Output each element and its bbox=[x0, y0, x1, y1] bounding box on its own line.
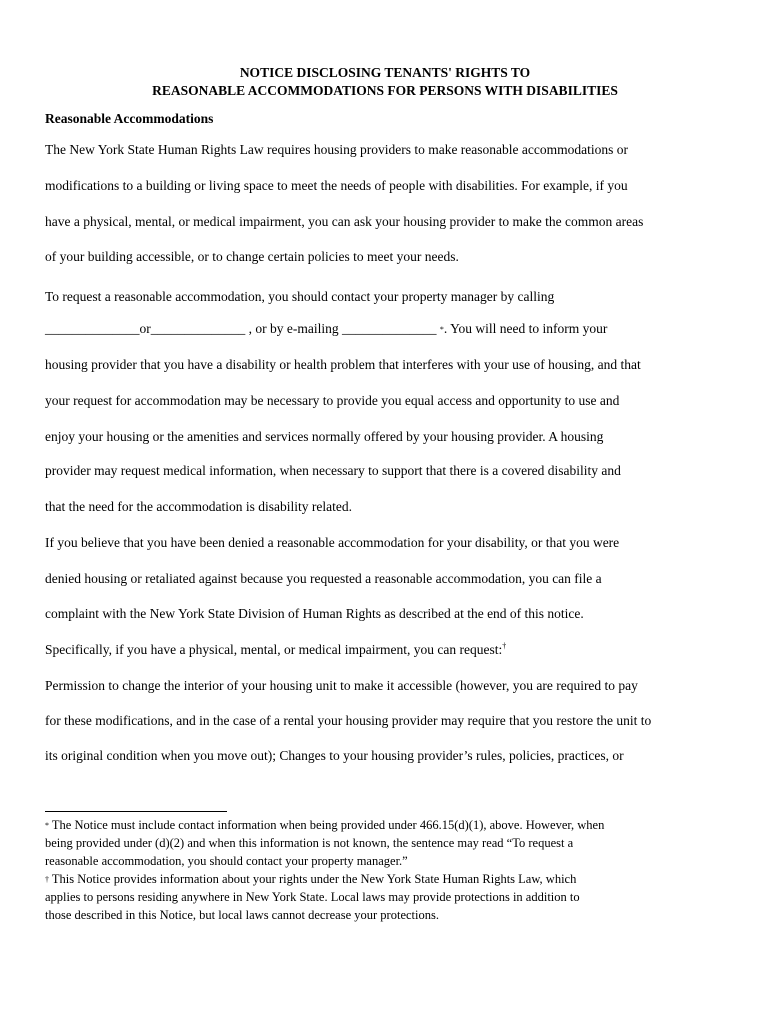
request-text: Specifically, if you have a physical, mental, or medical impairment, you can request: bbox=[45, 642, 503, 657]
footnote-reference-2: † bbox=[502, 641, 507, 651]
document-title bbox=[0, 64, 770, 100]
footnote-2-line: those described in this Notice, but local laws cannot decrease your protections. bbox=[45, 908, 439, 922]
body-line: of your building accessible, or to change certain policies to meet your needs. bbox=[45, 249, 459, 264]
body-line: complaint with the New York State Division of Human Rights as described at the end of this notice. bbox=[45, 606, 584, 621]
footnote-1-line: reasonable accommodation, you should contact your property manager.” bbox=[45, 854, 408, 868]
body-line: your request for accommodation may be necessary to provide you equal access and opportunity to use and bbox=[45, 393, 620, 408]
footnote-1-line: being provided under (d)(2) and when this information is not known, the sentence may read “To request a bbox=[45, 836, 574, 850]
body-line: that the need for the accommodation is disability related. bbox=[45, 499, 353, 514]
body-line-request bbox=[45, 641, 506, 659]
footnote-1-text: The Notice must include contact information when being provided under 466.15(d)(1), above. However, when bbox=[49, 818, 605, 832]
footnote-1-line bbox=[45, 816, 604, 835]
section-heading: Reasonable Accommodations bbox=[45, 111, 214, 126]
footnote-marker-1: * bbox=[45, 821, 49, 831]
footnote-2-line: applies to persons residing anywhere in New York State. Local laws may provide protections in addition to bbox=[45, 890, 580, 904]
body-line: for these modifications, and in the case of a rental your housing provider may require that you restore the unit to bbox=[45, 713, 652, 728]
contact-blanks-text: ______________or______________ , or by e-mailing ______________ bbox=[45, 321, 440, 336]
footnote-2-text: This Notice provides information about your rights under the New York State Human Rights Law, which bbox=[49, 872, 577, 886]
contact-line-tail: . You will need to inform your bbox=[443, 321, 608, 336]
title-line-1: NOTICE DISCLOSING TENANTS' RIGHTS TO bbox=[239, 65, 531, 80]
body-line: modifications to a building or living space to meet the needs of people with disabilities. For example, if you bbox=[45, 178, 628, 193]
footnote-marker-2: † bbox=[45, 875, 49, 885]
footnote-2-line bbox=[45, 870, 576, 889]
body-line: To request a reasonable accommodation, you should contact your property manager by calling bbox=[45, 289, 555, 304]
body-line: enjoy your housing or the amenities and services normally offered by your housing provider. A housing bbox=[45, 429, 604, 444]
body-line: housing provider that you have a disability or health problem that interferes with your use of housing, and that bbox=[45, 357, 641, 372]
body-line: provider may request medical information, when necessary to support that there is a covered disability and bbox=[45, 463, 621, 478]
body-line: have a physical, mental, or medical impairment, you can ask your housing provider to make the common areas bbox=[45, 214, 644, 229]
body-line: denied housing or retaliated against because you requested a reasonable accommodation, you can file a bbox=[45, 571, 602, 586]
body-line-contact-blanks bbox=[45, 320, 607, 339]
footnote-reference-1: * bbox=[439, 324, 444, 334]
body-line: its original condition when you move out); Changes to your housing provider’s rules, policies, practices, or bbox=[45, 748, 624, 763]
body-line: If you believe that you have been denied a reasonable accommodation for your disability, or that you were bbox=[45, 535, 620, 550]
footnote-separator bbox=[45, 811, 227, 812]
body-line: Permission to change the interior of your housing unit to make it accessible (however, you are required to pay bbox=[45, 678, 638, 693]
title-line-2: REASONABLE ACCOMMODATIONS FOR PERSONS WITH DISABILITIES bbox=[152, 83, 618, 98]
body-line: The New York State Human Rights Law requires housing providers to make reasonable accommodations or bbox=[45, 142, 628, 157]
